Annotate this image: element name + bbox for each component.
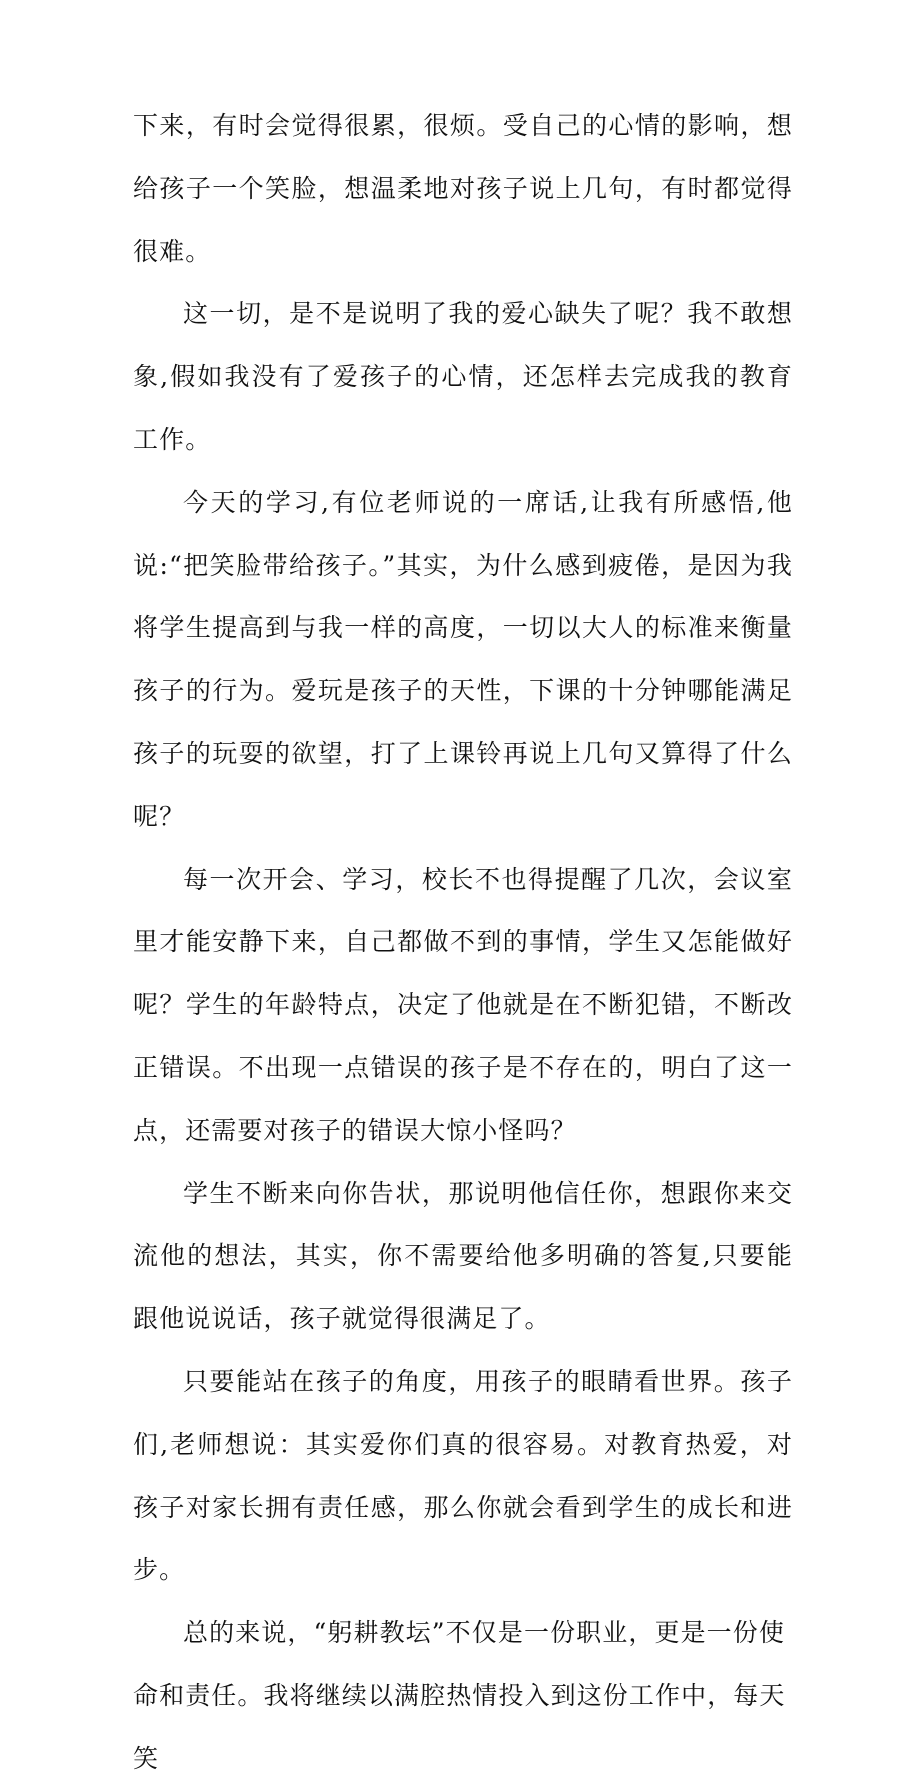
paragraph-7: 总的来说，“躬耕教坛”不仅是一份职业，更是一份使命和责任。我将继续以满腔热情投入到这份工作中，每天笑 xyxy=(133,1618,786,1773)
paragraph-3: 今天的学习,有位老师说的一席话,让我有所感悟,他说:“把笑脸带给孩子。”其实，为什么感到疲倦，是因为我将学生提高到与我一样的高度，一切以大人的标准来衡量孩子的行为。爱玩是孩子的天性，下课的十分钟哪能满足孩子的玩耍的欲望，打了上课铃再说上几句又算得了什么呢？ xyxy=(133,487,793,831)
paragraph-6: 只要能站在孩子的角度，用孩子的眼睛看世界。孩子们,老师想说：其实爱你们真的很容易。对教育热爱，对孩子对家长拥有责任感，那么你就会看到学生的成长和进步。 xyxy=(133,1366,793,1585)
paragraph-4: 每一次开会、学习，校长不也得提醒了几次，会议室里才能安静下来，自己都做不到的事情，学生又怎能做好呢？学生的年龄特点，决定了他就是在不断犯错，不断改正错误。不出现一点错误的孩子是不存在的，明白了这一点，还需要对孩子的错误大惊小怪吗？ xyxy=(133,864,793,1145)
paragraph-2: 这一切，是不是说明了我的爱心缺失了呢？我不敢想象,假如我没有了爱孩子的心情，还怎样去完成我的教育工作。 xyxy=(133,299,793,454)
paragraph-1: 下来，有时会觉得很累，很烦。受自己的心情的影响，想给孩子一个笑脸，想温柔地对孩子说上几句，有时都觉得很难。 xyxy=(133,111,793,266)
paragraph-5: 学生不断来向你告状，那说明他信任你，想跟你来交流他的想法，其实，你不需要给他多明确的答复,只要能跟他说说话，孩子就觉得很满足了。 xyxy=(133,1178,793,1334)
document-page xyxy=(133,95,793,1791)
